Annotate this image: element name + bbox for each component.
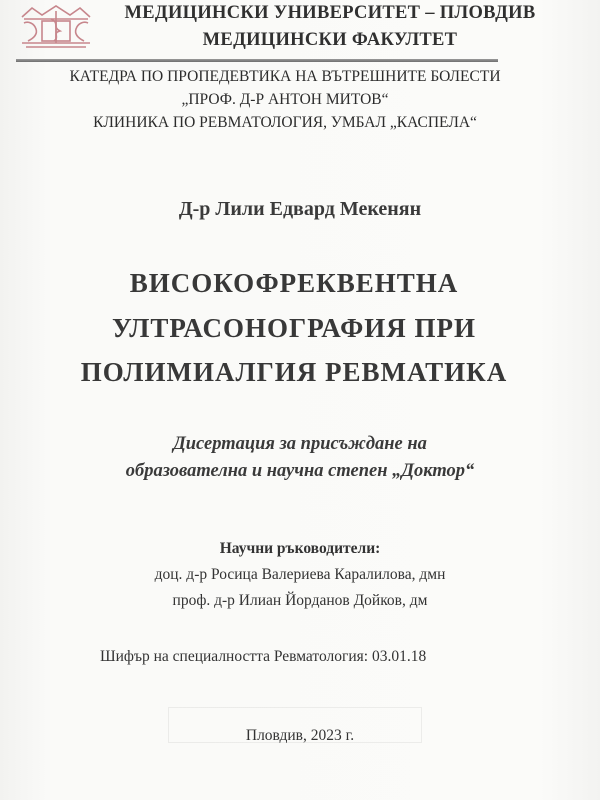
supervisor-2: проф. д-р Илиан Йорданов Дойков, дм (172, 592, 428, 609)
place-and-year: Пловдив, 2023 г. (245, 727, 355, 744)
thesis-subtitle-line-2: образователна и научна степен „Доктор“ (125, 461, 475, 481)
supervisors-heading: Научни ръководители: (219, 540, 381, 557)
author-name: Д-р Лили Едвард Мекенян (178, 198, 422, 220)
faculty-name: МЕДИЦИНСКИ ФАКУЛТЕТ (202, 30, 458, 50)
department-line-2: „ПРОФ. Д-Р АНТОН МИТОВ“ (181, 91, 389, 108)
thesis-title-line-1: ВИСОКОФРЕКВЕНТНА (129, 268, 459, 298)
specialty-code: Шифър на специалността Ревматология: 03.01.18 (100, 648, 427, 665)
supervisor-1: доц. д-р Росица Валериева Каралилова, дмн (154, 566, 446, 583)
thesis-title-line-3: ПОЛИМИАЛГИЯ РЕВМАТИКА (80, 357, 508, 387)
university-crest-icon (18, 3, 94, 51)
department-line-3: КЛИНИКА ПО РЕВМАТОЛОГИЯ, УМБАЛ „КАСПЕЛА“ (93, 114, 477, 131)
header-divider (16, 59, 498, 62)
thesis-subtitle-line-1: Дисертация за присъждане на (173, 434, 427, 454)
thesis-title-line-2: УЛТРАСОНОГРАФИЯ ПРИ (111, 313, 477, 343)
university-name: МЕДИЦИНСКИ УНИВЕРСИТЕТ – ПЛОВДИВ (124, 3, 536, 23)
department-line-1: КАТЕДРА ПО ПРОПЕДЕВТИКА НА ВЪТРЕШНИТЕ БОЛЕСТИ (69, 68, 501, 85)
